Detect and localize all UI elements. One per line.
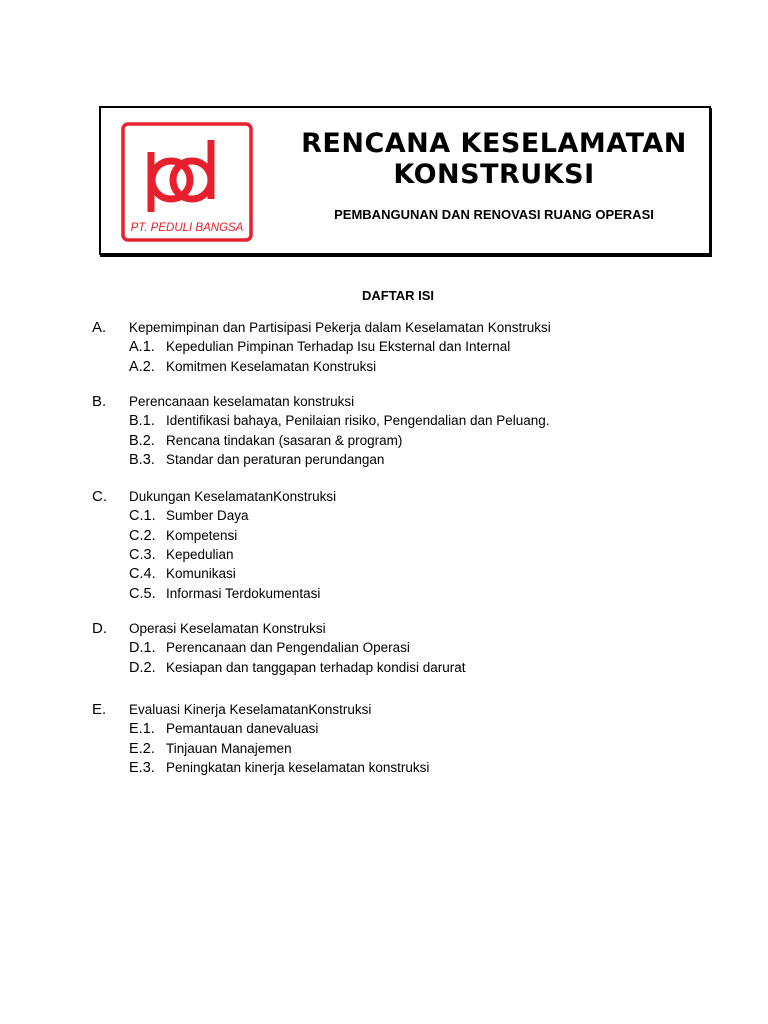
toc-item-title: Kepedulian Pimpinan Terhadap Isu Eksternal dan Internal	[166, 339, 511, 354]
toc-item-title: Rencana tindakan (sasaran & program)	[166, 433, 403, 448]
toc-item-code: B.2.	[129, 433, 155, 449]
toc-item-title: Tinjauan Manajemen	[166, 741, 292, 756]
toc-item-code: B.1.	[129, 413, 155, 429]
toc-item-title: Komitmen Keselamatan Konstruksi	[166, 359, 377, 374]
document-subtitle: PEMBANGUNAN DAN RENOVASI RUANG OPERASI	[334, 207, 654, 222]
title-line-1: RENCANA KESELAMATAN	[301, 128, 687, 159]
toc-item-title: Informasi Terdokumentasi	[166, 586, 321, 601]
toc-item-title: Sumber Daya	[166, 508, 249, 523]
toc-section-letter: E.	[92, 701, 107, 718]
toc-item-title: Perencanaan dan Pengendalian Operasi	[166, 640, 410, 655]
toc-item-code: C.1.	[129, 508, 156, 524]
toc-item-code: D.1.	[129, 640, 156, 656]
toc-item-code: C.4.	[129, 566, 156, 582]
toc-section-title: Operasi Keselamatan Konstruksi	[129, 621, 326, 636]
toc-item-title: Identifikasi bahaya, Penilaian risiko, Pengendalian dan Peluang.	[166, 413, 550, 428]
toc-item-code: A.1.	[129, 339, 155, 355]
toc-item-title: Peningkatan kinerja keselamatan konstruksi	[166, 760, 430, 775]
logo-text: PT. PEDULI BANGSA	[130, 222, 244, 234]
toc-item-title: Komunikasi	[166, 566, 236, 581]
toc-item-title: Kompetensi	[166, 528, 238, 543]
toc-item-code: B.3.	[129, 452, 155, 468]
toc-heading: DAFTAR ISI	[362, 288, 434, 303]
toc-section-title: Evaluasi Kinerja KeselamatanKonstruksi	[129, 702, 372, 717]
toc-section-title: Perencanaan keselamatan konstruksi	[129, 394, 355, 409]
toc-item-title: Pemantauan danevaluasi	[166, 721, 319, 736]
toc-item-code: E.2.	[129, 741, 155, 757]
toc-item-code: C.3.	[129, 547, 156, 563]
toc-section-title: Dukungan KeselamatanKonstruksi	[129, 489, 337, 504]
document-header	[99, 106, 711, 255]
toc-item-code: A.2.	[129, 359, 155, 375]
title-line-2: KONSTRUKSI	[393, 159, 595, 190]
toc-item-code: E.1.	[129, 721, 155, 737]
toc-section-letter: B.	[92, 393, 107, 410]
toc-section-letter: A.	[92, 319, 107, 336]
toc-section-title: Kepemimpinan dan Partisipasi Pekerja dalam Keselamatan Konstruksi	[129, 320, 551, 335]
toc-item-code: C.2.	[129, 528, 156, 544]
toc-item-title: Kesiapan dan tanggapan terhadap kondisi darurat	[166, 660, 466, 675]
company-logo	[121, 122, 253, 242]
toc-item-code: C.5.	[129, 586, 156, 602]
toc-section-letter: D.	[92, 620, 107, 637]
toc-item-title: Standar dan peraturan perundangan	[166, 452, 385, 467]
toc-item-title: Kepedulian	[166, 547, 234, 562]
document-title	[279, 128, 709, 190]
toc-item-code: D.2.	[129, 660, 156, 676]
toc-section-letter: C.	[92, 488, 107, 505]
toc-item-code: E.3.	[129, 760, 155, 776]
